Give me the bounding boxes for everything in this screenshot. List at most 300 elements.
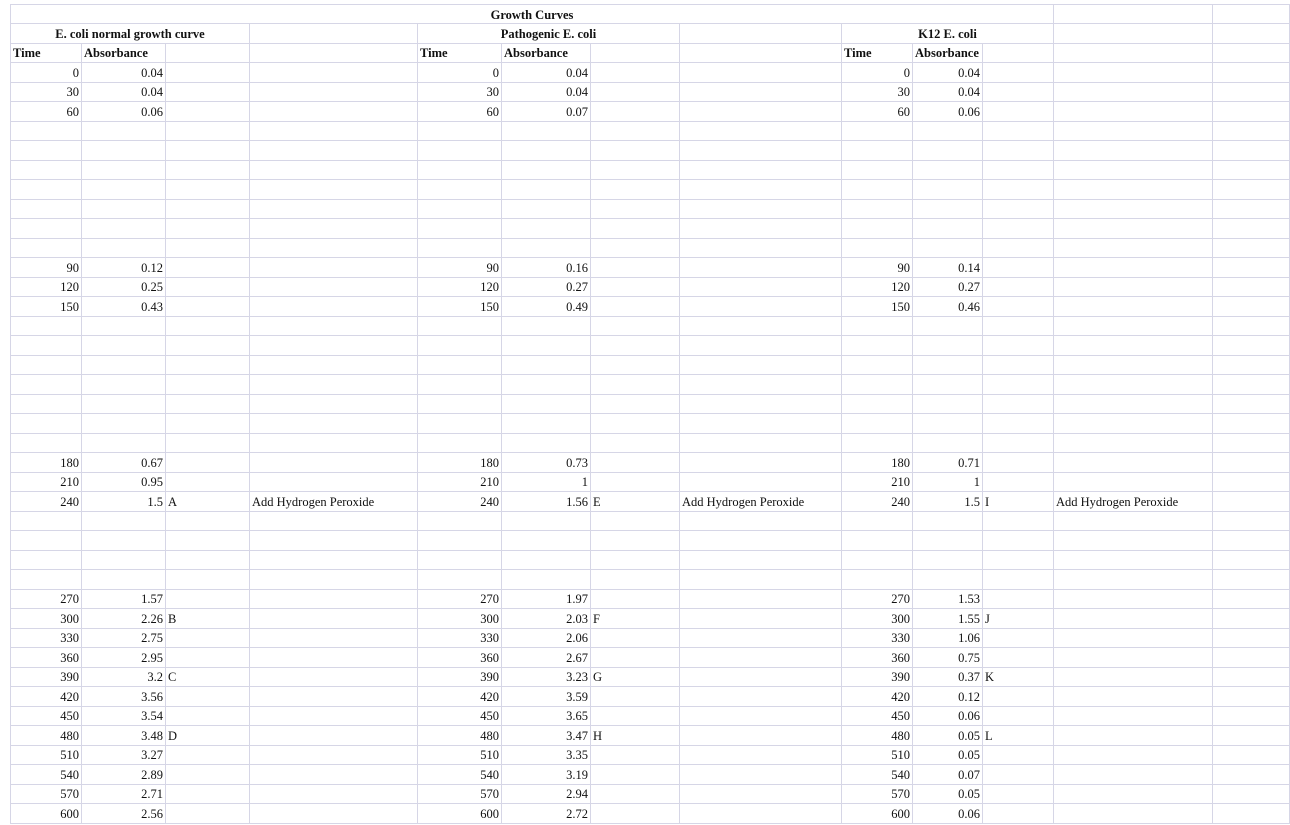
time-cell[interactable]: 0 [418, 63, 502, 83]
sheet-cell[interactable] [1213, 511, 1290, 531]
time-cell[interactable]: 600 [418, 804, 502, 824]
time-cell[interactable] [842, 180, 913, 200]
absorbance-cell[interactable] [502, 316, 591, 336]
note-cell[interactable] [250, 609, 418, 629]
absorbance-cell[interactable]: 0.95 [82, 472, 166, 492]
time-cell[interactable]: 270 [842, 589, 913, 609]
time-cell[interactable] [10, 219, 82, 239]
sheet-cell[interactable] [1213, 687, 1290, 707]
time-cell[interactable]: 120 [10, 277, 82, 297]
note-cell[interactable] [250, 316, 418, 336]
marker-cell[interactable] [166, 570, 250, 590]
marker-cell[interactable] [983, 453, 1054, 473]
absorbance-cell[interactable]: 0.12 [82, 258, 166, 278]
absorbance-cell[interactable]: 2.71 [82, 784, 166, 804]
sheet-cell[interactable] [1213, 531, 1290, 551]
time-cell[interactable] [418, 238, 502, 258]
note-cell[interactable] [680, 180, 842, 200]
time-cell[interactable] [418, 336, 502, 356]
note-cell[interactable] [680, 433, 842, 453]
note-cell[interactable] [1054, 609, 1213, 629]
absorbance-cell[interactable] [913, 160, 983, 180]
absorbance-cell[interactable] [913, 550, 983, 570]
marker-cell[interactable] [983, 355, 1054, 375]
absorbance-cell[interactable] [913, 511, 983, 531]
time-cell[interactable]: 480 [10, 726, 82, 746]
sheet-cell[interactable] [1213, 414, 1290, 434]
absorbance-cell[interactable] [502, 511, 591, 531]
marker-cell[interactable] [983, 687, 1054, 707]
absorbance-cell[interactable]: 1 [502, 472, 591, 492]
absorbance-cell[interactable]: 0.05 [913, 745, 983, 765]
note-cell[interactable] [1054, 297, 1213, 317]
time-cell[interactable]: 540 [418, 765, 502, 785]
absorbance-cell[interactable] [82, 180, 166, 200]
marker-cell[interactable] [983, 316, 1054, 336]
note-cell[interactable] [680, 687, 842, 707]
marker-cell[interactable]: J [983, 609, 1054, 629]
absorbance-cell[interactable] [913, 219, 983, 239]
sheet-cell[interactable] [1054, 43, 1213, 63]
absorbance-cell[interactable]: 3.35 [502, 745, 591, 765]
note-cell[interactable] [250, 726, 418, 746]
marker-cell[interactable] [591, 180, 680, 200]
time-cell[interactable] [842, 199, 913, 219]
marker-cell[interactable] [166, 219, 250, 239]
time-cell[interactable]: 600 [842, 804, 913, 824]
note-cell[interactable] [1054, 121, 1213, 141]
absorbance-cell[interactable]: 0.16 [502, 258, 591, 278]
marker-cell[interactable] [983, 141, 1054, 161]
time-cell[interactable]: 420 [842, 687, 913, 707]
marker-cell[interactable] [591, 784, 680, 804]
time-cell[interactable]: 30 [842, 82, 913, 102]
note-cell[interactable]: Add Hydrogen Peroxide [250, 492, 418, 512]
marker-cell[interactable] [983, 433, 1054, 453]
marker-cell[interactable] [166, 628, 250, 648]
marker-cell[interactable] [591, 336, 680, 356]
note-cell[interactable] [1054, 316, 1213, 336]
time-cell[interactable] [418, 219, 502, 239]
sheet-cell[interactable] [1213, 102, 1290, 122]
absorbance-cell[interactable]: 0.04 [502, 82, 591, 102]
absorbance-cell[interactable]: 3.59 [502, 687, 591, 707]
time-cell[interactable]: 60 [10, 102, 82, 122]
time-cell[interactable]: 180 [10, 453, 82, 473]
time-cell[interactable]: 420 [10, 687, 82, 707]
note-cell[interactable] [680, 667, 842, 687]
marker-cell[interactable] [591, 316, 680, 336]
note-cell[interactable] [1054, 238, 1213, 258]
absorbance-cell[interactable]: 0.14 [913, 258, 983, 278]
absorbance-cell[interactable]: 0.06 [82, 102, 166, 122]
note-cell[interactable] [250, 160, 418, 180]
absorbance-cell[interactable]: 3.65 [502, 706, 591, 726]
absorbance-cell[interactable] [82, 219, 166, 239]
marker-cell[interactable] [166, 784, 250, 804]
group-title[interactable]: E. coli normal growth curve [10, 24, 250, 44]
note-cell[interactable] [680, 589, 842, 609]
absorbance-cell[interactable] [82, 511, 166, 531]
absorbance-cell[interactable] [82, 355, 166, 375]
note-cell[interactable] [1054, 628, 1213, 648]
absorbance-cell[interactable] [913, 336, 983, 356]
time-cell[interactable] [10, 141, 82, 161]
absorbance-cell[interactable] [502, 238, 591, 258]
absorbance-cell[interactable]: 0.05 [913, 784, 983, 804]
absorbance-cell[interactable]: 2.67 [502, 648, 591, 668]
marker-cell[interactable] [591, 570, 680, 590]
absorbance-cell[interactable] [502, 414, 591, 434]
sheet-cell[interactable] [1213, 336, 1290, 356]
absorbance-cell[interactable]: 1.57 [82, 589, 166, 609]
note-cell[interactable] [680, 511, 842, 531]
absorbance-cell[interactable] [502, 433, 591, 453]
sheet-cell[interactable] [1213, 63, 1290, 83]
marker-cell[interactable] [166, 238, 250, 258]
note-cell[interactable] [1054, 199, 1213, 219]
marker-cell[interactable] [983, 706, 1054, 726]
note-cell[interactable] [250, 531, 418, 551]
note-cell[interactable] [680, 765, 842, 785]
absorbance-cell[interactable] [502, 121, 591, 141]
marker-cell[interactable] [166, 121, 250, 141]
marker-cell[interactable] [983, 180, 1054, 200]
absorbance-cell[interactable] [502, 180, 591, 200]
absorbance-cell[interactable] [82, 414, 166, 434]
note-cell[interactable] [680, 784, 842, 804]
sheet-cell[interactable] [1213, 628, 1290, 648]
marker-cell[interactable]: F [591, 609, 680, 629]
absorbance-cell[interactable] [82, 394, 166, 414]
time-cell[interactable]: 300 [418, 609, 502, 629]
marker-cell[interactable] [166, 277, 250, 297]
group-title[interactable]: K12 E. coli [842, 24, 1054, 44]
sheet-cell[interactable] [1213, 355, 1290, 375]
marker-cell[interactable] [983, 82, 1054, 102]
marker-cell[interactable]: E [591, 492, 680, 512]
note-cell[interactable] [680, 550, 842, 570]
sheet-cell[interactable] [1213, 4, 1290, 24]
sheet-cell[interactable] [1213, 121, 1290, 141]
time-cell[interactable] [10, 414, 82, 434]
marker-cell[interactable] [166, 765, 250, 785]
note-cell[interactable] [1054, 726, 1213, 746]
note-cell[interactable] [680, 238, 842, 258]
sheet-cell[interactable] [166, 43, 250, 63]
time-cell[interactable]: 30 [418, 82, 502, 102]
note-cell[interactable] [680, 355, 842, 375]
note-cell[interactable] [250, 687, 418, 707]
note-cell[interactable] [250, 375, 418, 395]
marker-cell[interactable] [983, 102, 1054, 122]
marker-cell[interactable] [983, 511, 1054, 531]
absorbance-cell[interactable] [82, 160, 166, 180]
time-cell[interactable]: 0 [842, 63, 913, 83]
marker-cell[interactable]: D [166, 726, 250, 746]
absorbance-cell[interactable] [913, 394, 983, 414]
marker-cell[interactable] [983, 297, 1054, 317]
note-cell[interactable] [680, 141, 842, 161]
absorbance-cell[interactable] [913, 180, 983, 200]
note-cell[interactable] [250, 511, 418, 531]
note-cell[interactable] [250, 355, 418, 375]
marker-cell[interactable] [591, 141, 680, 161]
absorbance-cell[interactable]: 0.07 [913, 765, 983, 785]
note-cell[interactable] [1054, 82, 1213, 102]
note-cell[interactable] [680, 394, 842, 414]
marker-cell[interactable] [166, 453, 250, 473]
time-cell[interactable]: 360 [10, 648, 82, 668]
note-cell[interactable] [1054, 648, 1213, 668]
absorbance-cell[interactable]: 1.5 [82, 492, 166, 512]
absorbance-cell[interactable] [502, 199, 591, 219]
note-cell[interactable] [680, 160, 842, 180]
absorbance-cell[interactable] [502, 355, 591, 375]
note-cell[interactable] [680, 531, 842, 551]
note-cell[interactable] [1054, 258, 1213, 278]
note-cell[interactable] [1054, 453, 1213, 473]
sheet-cell[interactable] [1213, 609, 1290, 629]
sheet-cell[interactable] [680, 24, 842, 44]
absorbance-cell[interactable] [82, 238, 166, 258]
sheet-cell[interactable] [1213, 43, 1290, 63]
marker-cell[interactable] [591, 199, 680, 219]
time-cell[interactable] [10, 238, 82, 258]
note-cell[interactable] [680, 453, 842, 473]
note-cell[interactable] [680, 375, 842, 395]
note-cell[interactable] [250, 238, 418, 258]
note-cell[interactable] [250, 82, 418, 102]
note-cell[interactable] [250, 219, 418, 239]
marker-cell[interactable] [166, 258, 250, 278]
marker-cell[interactable] [983, 570, 1054, 590]
time-cell[interactable]: 450 [418, 706, 502, 726]
marker-cell[interactable] [591, 648, 680, 668]
marker-cell[interactable] [166, 63, 250, 83]
time-cell[interactable] [842, 511, 913, 531]
column-header-absorbance[interactable]: Absorbance [82, 43, 166, 63]
marker-cell[interactable] [591, 375, 680, 395]
time-cell[interactable] [10, 199, 82, 219]
marker-cell[interactable] [591, 355, 680, 375]
absorbance-cell[interactable] [913, 414, 983, 434]
time-cell[interactable] [842, 141, 913, 161]
marker-cell[interactable] [166, 745, 250, 765]
note-cell[interactable]: Add Hydrogen Peroxide [680, 492, 842, 512]
note-cell[interactable] [680, 706, 842, 726]
time-cell[interactable]: 60 [418, 102, 502, 122]
absorbance-cell[interactable]: 3.48 [82, 726, 166, 746]
time-cell[interactable] [842, 433, 913, 453]
note-cell[interactable] [1054, 433, 1213, 453]
note-cell[interactable] [250, 414, 418, 434]
time-cell[interactable]: 150 [842, 297, 913, 317]
marker-cell[interactable] [591, 160, 680, 180]
column-header-absorbance[interactable]: Absorbance [502, 43, 591, 63]
marker-cell[interactable] [983, 472, 1054, 492]
time-cell[interactable]: 330 [842, 628, 913, 648]
time-cell[interactable] [842, 414, 913, 434]
absorbance-cell[interactable]: 2.75 [82, 628, 166, 648]
absorbance-cell[interactable]: 0.25 [82, 277, 166, 297]
marker-cell[interactable] [591, 531, 680, 551]
note-cell[interactable] [680, 277, 842, 297]
sheet-title[interactable]: Growth Curves [10, 4, 1054, 24]
absorbance-cell[interactable]: 2.26 [82, 609, 166, 629]
time-cell[interactable]: 510 [842, 745, 913, 765]
column-header-time[interactable]: Time [418, 43, 502, 63]
absorbance-cell[interactable] [82, 375, 166, 395]
note-cell[interactable] [1054, 219, 1213, 239]
time-cell[interactable]: 540 [842, 765, 913, 785]
absorbance-cell[interactable]: 3.27 [82, 745, 166, 765]
absorbance-cell[interactable]: 3.2 [82, 667, 166, 687]
note-cell[interactable] [680, 258, 842, 278]
absorbance-cell[interactable]: 2.03 [502, 609, 591, 629]
marker-cell[interactable] [166, 511, 250, 531]
sheet-cell[interactable] [1213, 492, 1290, 512]
marker-cell[interactable]: L [983, 726, 1054, 746]
time-cell[interactable] [842, 336, 913, 356]
note-cell[interactable] [1054, 394, 1213, 414]
time-cell[interactable] [842, 355, 913, 375]
marker-cell[interactable] [166, 706, 250, 726]
time-cell[interactable]: 120 [418, 277, 502, 297]
note-cell[interactable] [250, 277, 418, 297]
marker-cell[interactable] [983, 765, 1054, 785]
time-cell[interactable] [418, 531, 502, 551]
absorbance-cell[interactable] [913, 121, 983, 141]
absorbance-cell[interactable]: 2.56 [82, 804, 166, 824]
time-cell[interactable] [842, 219, 913, 239]
marker-cell[interactable] [591, 82, 680, 102]
sheet-cell[interactable] [1054, 24, 1213, 44]
absorbance-cell[interactable]: 0.46 [913, 297, 983, 317]
time-cell[interactable] [842, 316, 913, 336]
note-cell[interactable] [680, 316, 842, 336]
sheet-cell[interactable] [1213, 160, 1290, 180]
sheet-cell[interactable] [1213, 199, 1290, 219]
absorbance-cell[interactable]: 2.94 [502, 784, 591, 804]
marker-cell[interactable] [166, 375, 250, 395]
absorbance-cell[interactable]: 0.43 [82, 297, 166, 317]
time-cell[interactable] [418, 394, 502, 414]
time-cell[interactable] [418, 433, 502, 453]
marker-cell[interactable] [983, 784, 1054, 804]
sheet-cell[interactable] [1213, 258, 1290, 278]
absorbance-cell[interactable]: 0.71 [913, 453, 983, 473]
marker-cell[interactable] [591, 121, 680, 141]
time-cell[interactable]: 180 [418, 453, 502, 473]
time-cell[interactable]: 270 [418, 589, 502, 609]
marker-cell[interactable] [983, 199, 1054, 219]
time-cell[interactable] [10, 394, 82, 414]
note-cell[interactable] [1054, 472, 1213, 492]
absorbance-cell[interactable]: 1.97 [502, 589, 591, 609]
time-cell[interactable] [418, 550, 502, 570]
absorbance-cell[interactable]: 0.04 [913, 82, 983, 102]
absorbance-cell[interactable] [82, 199, 166, 219]
absorbance-cell[interactable]: 0.27 [502, 277, 591, 297]
time-cell[interactable] [418, 570, 502, 590]
sheet-cell[interactable] [1213, 24, 1290, 44]
time-cell[interactable]: 0 [10, 63, 82, 83]
absorbance-cell[interactable]: 0.73 [502, 453, 591, 473]
sheet-cell[interactable] [250, 43, 418, 63]
marker-cell[interactable] [983, 745, 1054, 765]
absorbance-cell[interactable]: 0.04 [82, 63, 166, 83]
time-cell[interactable]: 150 [10, 297, 82, 317]
note-cell[interactable] [680, 726, 842, 746]
absorbance-cell[interactable]: 0.67 [82, 453, 166, 473]
absorbance-cell[interactable] [913, 141, 983, 161]
note-cell[interactable] [680, 472, 842, 492]
absorbance-cell[interactable]: 3.47 [502, 726, 591, 746]
time-cell[interactable]: 90 [10, 258, 82, 278]
marker-cell[interactable] [591, 63, 680, 83]
note-cell[interactable] [250, 102, 418, 122]
time-cell[interactable]: 360 [418, 648, 502, 668]
time-cell[interactable]: 300 [842, 609, 913, 629]
note-cell[interactable] [250, 628, 418, 648]
sheet-cell[interactable] [1213, 277, 1290, 297]
time-cell[interactable]: 420 [418, 687, 502, 707]
sheet-cell[interactable] [1213, 726, 1290, 746]
absorbance-cell[interactable] [913, 316, 983, 336]
marker-cell[interactable] [983, 238, 1054, 258]
marker-cell[interactable] [591, 297, 680, 317]
absorbance-cell[interactable] [502, 550, 591, 570]
time-cell[interactable] [418, 375, 502, 395]
sheet-cell[interactable] [983, 43, 1054, 63]
marker-cell[interactable] [591, 628, 680, 648]
note-cell[interactable] [680, 609, 842, 629]
note-cell[interactable] [1054, 180, 1213, 200]
time-cell[interactable]: 480 [418, 726, 502, 746]
sheet-cell[interactable] [1213, 706, 1290, 726]
note-cell[interactable] [1054, 765, 1213, 785]
marker-cell[interactable] [591, 706, 680, 726]
marker-cell[interactable]: C [166, 667, 250, 687]
note-cell[interactable] [250, 667, 418, 687]
note-cell[interactable] [680, 297, 842, 317]
absorbance-cell[interactable]: 3.19 [502, 765, 591, 785]
note-cell[interactable] [1054, 102, 1213, 122]
note-cell[interactable] [250, 297, 418, 317]
absorbance-cell[interactable] [82, 531, 166, 551]
time-cell[interactable] [418, 121, 502, 141]
time-cell[interactable] [418, 160, 502, 180]
absorbance-cell[interactable] [502, 336, 591, 356]
absorbance-cell[interactable] [82, 550, 166, 570]
marker-cell[interactable] [166, 531, 250, 551]
absorbance-cell[interactable]: 0.07 [502, 102, 591, 122]
time-cell[interactable]: 210 [10, 472, 82, 492]
marker-cell[interactable] [591, 433, 680, 453]
absorbance-cell[interactable]: 3.54 [82, 706, 166, 726]
sheet-cell[interactable] [1213, 180, 1290, 200]
note-cell[interactable] [680, 648, 842, 668]
time-cell[interactable] [10, 570, 82, 590]
time-cell[interactable]: 510 [418, 745, 502, 765]
absorbance-cell[interactable]: 3.23 [502, 667, 591, 687]
note-cell[interactable] [250, 648, 418, 668]
marker-cell[interactable] [983, 394, 1054, 414]
time-cell[interactable] [842, 238, 913, 258]
marker-cell[interactable] [983, 531, 1054, 551]
time-cell[interactable]: 450 [842, 706, 913, 726]
